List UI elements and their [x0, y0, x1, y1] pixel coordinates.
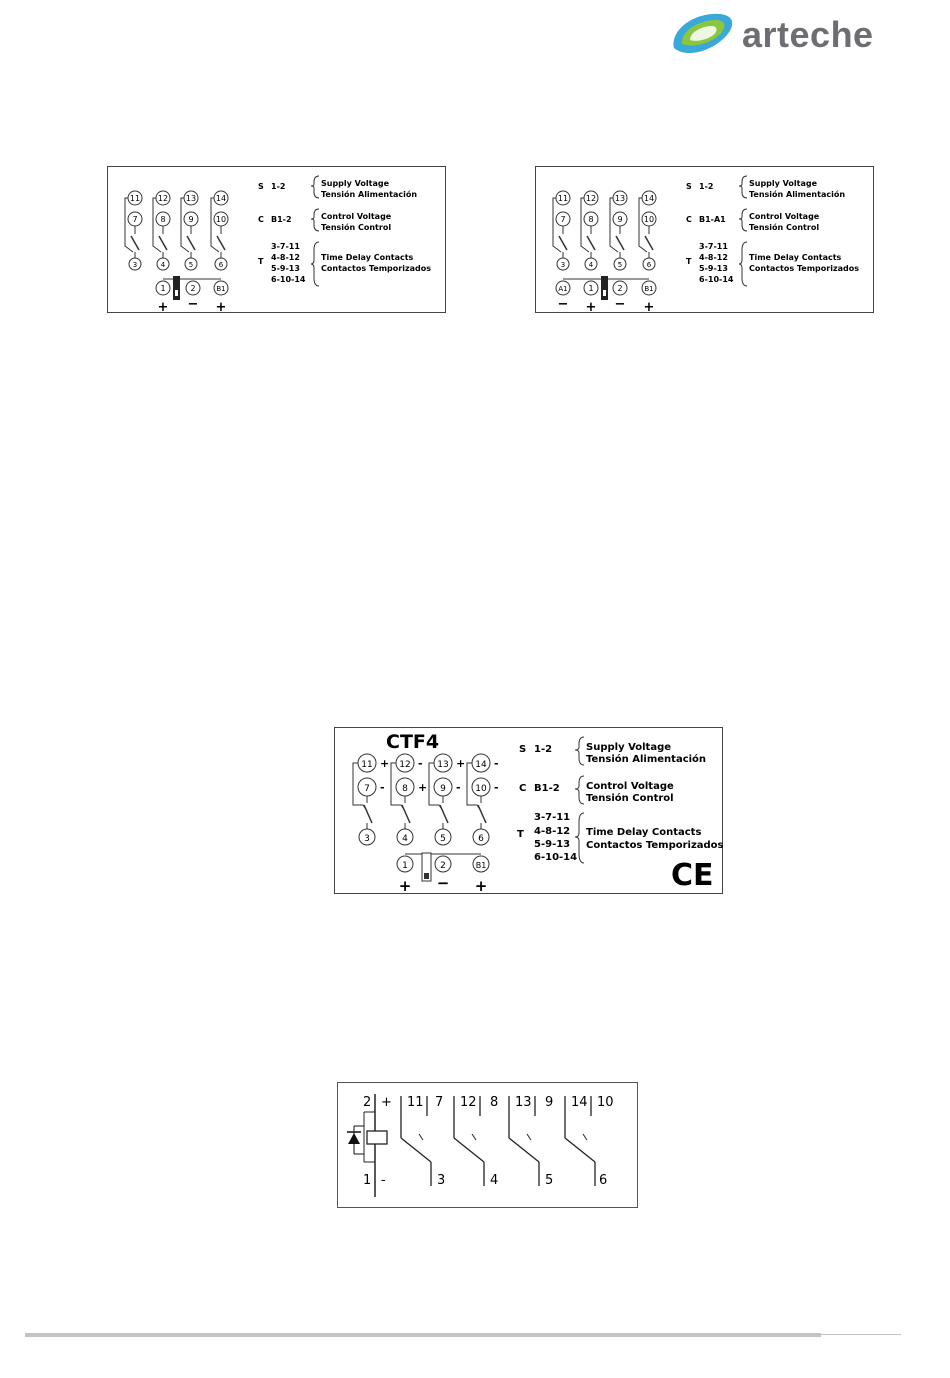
- polarity-plus: +: [398, 877, 412, 895]
- polarity-plus: +: [643, 300, 655, 314]
- legend-time-terms-4: 6-10-14: [271, 275, 306, 284]
- arteche-swoosh-icon: [668, 8, 740, 60]
- terminal-4: 4: [588, 261, 594, 269]
- legend-supply-label-en: Supply Voltage: [749, 179, 818, 188]
- polarity-plus: +: [157, 300, 169, 314]
- legend-time-label-es: Contactos Temporizados: [749, 264, 859, 273]
- contact-nc-8: 8: [490, 1095, 499, 1110]
- legend-time-terms-1: 3-7-11: [699, 242, 728, 251]
- polarity-minus: -: [456, 781, 461, 794]
- polarity-plus: +: [418, 781, 428, 794]
- contact-common-13: 13: [515, 1095, 532, 1110]
- coil-plus: +: [381, 1095, 392, 1110]
- polarity-minus: -: [494, 757, 499, 770]
- polarity-minus: −: [436, 874, 450, 892]
- contact-nc-7: 7: [435, 1095, 444, 1110]
- terminal-3: 3: [132, 261, 138, 269]
- legend-control-terms: B1-A1: [699, 215, 726, 224]
- terminal-8: 8: [160, 215, 166, 224]
- legend-supply-letter: S: [519, 744, 527, 755]
- terminal-6: 6: [218, 261, 224, 269]
- terminal-12: 12: [157, 194, 169, 203]
- legend-supply-terms: 1-2: [271, 182, 286, 191]
- terminal-b1: B1: [216, 285, 226, 293]
- contact-nc-10: 10: [597, 1095, 614, 1110]
- terminal-2: 2: [190, 284, 196, 293]
- terminal-12: 12: [399, 760, 411, 770]
- terminal-1: 1: [160, 284, 166, 293]
- legend-supply-label-es: Tensión Alimentación: [749, 190, 846, 199]
- legend-supply-label-es: Tensión Alimentación: [321, 190, 418, 199]
- legend-time-label-es: Contactos Temporizados: [586, 840, 724, 851]
- legend-supply-letter: S: [686, 182, 692, 191]
- terminal-10: 10: [215, 215, 227, 224]
- legend-control-label-es: Tensión Control: [321, 223, 392, 232]
- legend-time-label-en: Time Delay Contacts: [749, 253, 842, 262]
- terminal-12: 12: [585, 194, 597, 203]
- legend-time-letter: T: [517, 829, 524, 840]
- legend-supply-label-en: Supply Voltage: [321, 179, 390, 188]
- legend-time-terms-3: 5-9-13: [699, 264, 728, 273]
- terminal-10: 10: [475, 784, 487, 794]
- wiring-diagram-b: [535, 166, 875, 314]
- terminal-6: 6: [646, 261, 652, 269]
- legend-time-terms-4: 6-10-14: [699, 275, 734, 284]
- legend-control-letter: C: [519, 783, 527, 794]
- terminal-4: 4: [402, 834, 408, 844]
- legend-supply-label-es: Tensión Alimentación: [586, 754, 707, 765]
- polarity-minus: -: [418, 757, 423, 770]
- legend-time-terms-4: 6-10-14: [534, 852, 578, 863]
- terminal-1: 1: [588, 284, 594, 293]
- relay-schematic: [337, 1082, 639, 1209]
- terminal-13: 13: [185, 194, 197, 203]
- polarity-plus: +: [456, 757, 466, 770]
- polarity-minus: −: [557, 297, 569, 312]
- polarity-minus: −: [187, 297, 199, 312]
- legend-supply-terms: 1-2: [534, 744, 553, 755]
- legend-supply-terms: 1-2: [699, 182, 714, 191]
- legend-control-label-es: Tensión Control: [749, 223, 820, 232]
- contact-common-14: 14: [571, 1095, 588, 1110]
- legend-time-letter: T: [258, 257, 264, 266]
- legend-control-label-en: Control Voltage: [749, 212, 820, 221]
- legend-supply-label-en: Supply Voltage: [586, 742, 672, 753]
- legend-time-label-en: Time Delay Contacts: [321, 253, 414, 262]
- contact-common-11: 11: [407, 1095, 424, 1110]
- legend-time-label-en: Time Delay Contacts: [586, 827, 702, 838]
- contact-no-3: 3: [437, 1173, 446, 1188]
- terminal-5: 5: [188, 261, 194, 269]
- terminal-11: 11: [129, 194, 141, 203]
- legend-time-terms-1: 3-7-11: [271, 242, 300, 251]
- contact-no-4: 4: [490, 1173, 499, 1188]
- coil-terminal-1: 1: [363, 1173, 372, 1188]
- coil-icon: [367, 1131, 387, 1144]
- coil-terminal-2: 2: [363, 1095, 372, 1110]
- polarity-plus: +: [215, 300, 227, 314]
- terminal-11: 11: [557, 194, 569, 203]
- terminal-b1: B1: [475, 861, 487, 870]
- footer-divider-thin: [821, 1334, 901, 1335]
- ctf4-label-diagram: [334, 727, 724, 895]
- terminal-9: 9: [188, 215, 194, 224]
- terminal-3: 3: [560, 261, 566, 269]
- terminal-5: 5: [617, 261, 623, 269]
- contact-common-12: 12: [460, 1095, 477, 1110]
- legend-control-label-en: Control Voltage: [321, 212, 392, 221]
- legend-control-terms: B1-2: [534, 783, 560, 794]
- legend-time-terms-1: 3-7-11: [534, 812, 571, 823]
- ce-mark: CE: [671, 858, 714, 893]
- legend-time-letter: T: [686, 257, 692, 266]
- ctf4-title: CTF4: [386, 731, 440, 753]
- legend-time-terms-2: 4-8-12: [699, 253, 728, 262]
- terminal-11: 11: [361, 760, 373, 770]
- terminal-5: 5: [440, 834, 446, 844]
- polarity-plus: +: [585, 300, 597, 314]
- terminal-7: 7: [132, 215, 138, 224]
- terminal-2: 2: [440, 861, 446, 871]
- terminal-1: 1: [402, 861, 408, 871]
- terminal-13: 13: [614, 194, 626, 203]
- polarity-minus: -: [494, 781, 499, 794]
- contact-no-6: 6: [599, 1173, 608, 1188]
- legend-control-letter: C: [258, 215, 264, 224]
- terminal-9: 9: [440, 784, 446, 794]
- terminal-2: 2: [617, 284, 623, 293]
- legend-control-terms: B1-2: [271, 215, 292, 224]
- coil-minus: -: [381, 1173, 386, 1188]
- polarity-minus: -: [380, 781, 385, 794]
- legend-time-terms-3: 5-9-13: [271, 264, 300, 273]
- brand-name: arteche: [742, 14, 874, 55]
- contact-nc-9: 9: [545, 1095, 554, 1110]
- polarity-plus: +: [474, 877, 488, 895]
- legend-supply-letter: S: [258, 182, 264, 191]
- terminal-8: 8: [588, 215, 594, 224]
- terminal-4: 4: [160, 261, 166, 269]
- polarity-plus: +: [380, 757, 390, 770]
- contact-no-5: 5: [545, 1173, 554, 1188]
- terminal-10: 10: [643, 215, 655, 224]
- polarity-minus: −: [614, 297, 626, 312]
- wiring-diagram-a: [107, 166, 447, 314]
- terminal-13: 13: [437, 760, 449, 770]
- terminal-7: 7: [364, 784, 370, 794]
- terminal-14: 14: [215, 194, 227, 203]
- terminal-6: 6: [478, 834, 484, 844]
- legend-time-terms-3: 5-9-13: [534, 839, 571, 850]
- terminal-b1: B1: [644, 285, 654, 293]
- terminal-14: 14: [643, 194, 655, 203]
- terminal-7: 7: [560, 215, 566, 224]
- terminal-14: 14: [475, 760, 487, 770]
- legend-time-terms-2: 4-8-12: [534, 826, 571, 837]
- legend-control-label-es: Tensión Control: [586, 793, 674, 804]
- legend-time-label-es: Contactos Temporizados: [321, 264, 431, 273]
- terminal-9: 9: [617, 215, 623, 224]
- terminal-8: 8: [402, 784, 408, 794]
- arteche-logo: [668, 8, 888, 60]
- footer-divider: [25, 1333, 821, 1337]
- terminal-3: 3: [364, 834, 370, 844]
- legend-control-label-en: Control Voltage: [586, 781, 674, 792]
- terminal-a1: A1: [558, 285, 568, 293]
- legend-control-letter: C: [686, 215, 692, 224]
- legend-time-terms-2: 4-8-12: [271, 253, 300, 262]
